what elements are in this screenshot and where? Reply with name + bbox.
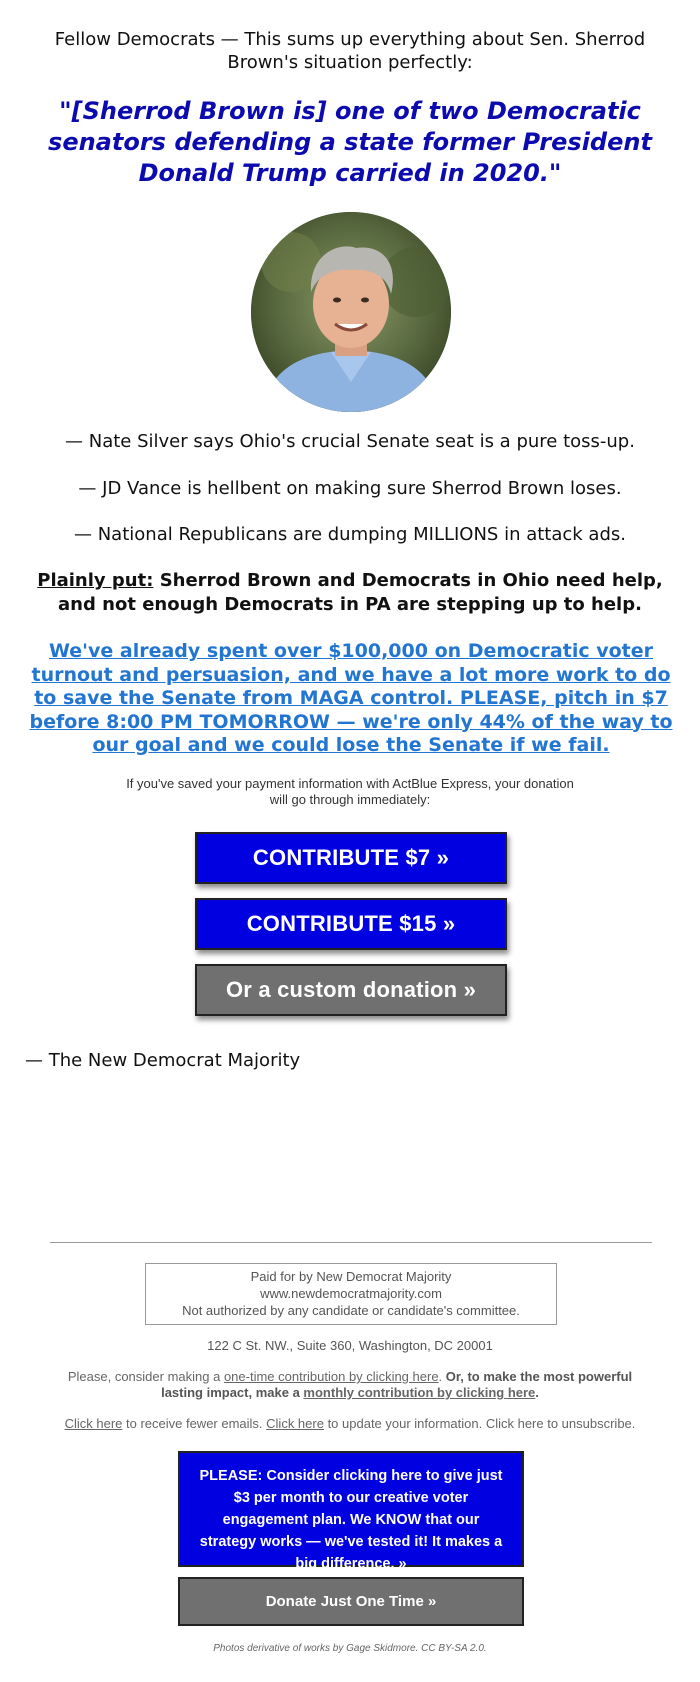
- update-unsubscribe-text: to update your information. Click here to unsubscribe.: [323, 1416, 636, 1431]
- donation-ask-link[interactable]: We've already spent over $100,000 on Democratic voter turnout and persuasion, and we have a lot more work to do to save the Senate from MAGA control. PLEASE, pitch in $7 before 8:00 PM TOMORROW — we're only 44% of the way to our goal and we could lose the Senate if we fail.: [29, 640, 673, 756]
- website-text: www.newdemocratmajority.com: [260, 1286, 442, 1301]
- donate-one-time-button[interactable]: Donate Just One Time »: [178, 1577, 524, 1626]
- actblue-express-note: If you've saved your payment information with ActBlue Express, your donation will go through immediately:: [126, 776, 574, 807]
- paid-by-text: Paid for by New Democrat Majority: [250, 1269, 452, 1284]
- signature: — The New Democrat Majority: [25, 1050, 301, 1071]
- plainly-put-paragraph: [30, 569, 670, 617]
- bullet-vance: — JD Vance is hellbent on making sure Sherrod Brown loses.: [78, 478, 622, 499]
- bullet-toss-up: — Nate Silver says Ohio's crucial Senate seat is a pure toss-up.: [65, 431, 635, 452]
- pull-quote: "[Sherrod Brown is] one of two Democratic senators defending a state former President Donald Trump carried in 2020.": [48, 97, 652, 187]
- paid-for-box: [145, 1263, 557, 1325]
- candidate-photo: [251, 212, 451, 412]
- consider-prefix: Please, consider making a: [67, 1369, 224, 1384]
- intro-text: Fellow Democrats — This sums up everything about Sen. Sherrod Brown's situation perfectly:: [54, 29, 646, 73]
- email-preferences: [40, 1416, 660, 1431]
- monthly-prefix: Or, to make the most powerful lasting impact, make a: [161, 1369, 633, 1400]
- monthly-donation-button[interactable]: PLEASE: Consider clicking here to give just $3 per month to our creative voter engagement plan. We KNOW that our strategy works — we've tested it! It makes a big difference. »: [178, 1451, 524, 1567]
- consider-mid: .: [438, 1369, 446, 1384]
- update-info-link[interactable]: Click here: [266, 1416, 324, 1431]
- contribution-options-text: [60, 1369, 640, 1401]
- portrait-illustration: [251, 212, 451, 412]
- monthly-suffix: .: [535, 1385, 539, 1400]
- footer-divider: [50, 1242, 652, 1243]
- contribute-7-button[interactable]: CONTRIBUTE $7 »: [195, 832, 507, 884]
- fewer-emails-link[interactable]: Click here: [64, 1416, 123, 1431]
- photo-credit: Photos derivative of works by Gage Skidmore. CC BY-SA 2.0.: [213, 1643, 487, 1654]
- plainly-put-text: Sherrod Brown and Democrats in Ohio need help, and not enough Democrats in PA are stepping up to help.: [58, 570, 663, 615]
- fewer-emails-text: to receive fewer emails.: [122, 1416, 267, 1431]
- contribute-15-button[interactable]: CONTRIBUTE $15 »: [195, 898, 507, 950]
- mailing-address: 122 C St. NW., Suite 360, Washington, DC 20001: [207, 1338, 493, 1353]
- custom-donation-button[interactable]: Or a custom donation »: [195, 964, 507, 1016]
- plainly-put-lead: Plainly put:: [37, 570, 154, 591]
- not-authorized-text: Not authorized by any candidate or candidate's committee.: [182, 1303, 520, 1318]
- one-time-contribution-link[interactable]: one-time contribution by clicking here: [223, 1369, 439, 1384]
- bullet-attack-ads: — National Republicans are dumping MILLIONS in attack ads.: [74, 524, 626, 545]
- monthly-contribution-link[interactable]: monthly contribution by clicking here: [303, 1385, 536, 1400]
